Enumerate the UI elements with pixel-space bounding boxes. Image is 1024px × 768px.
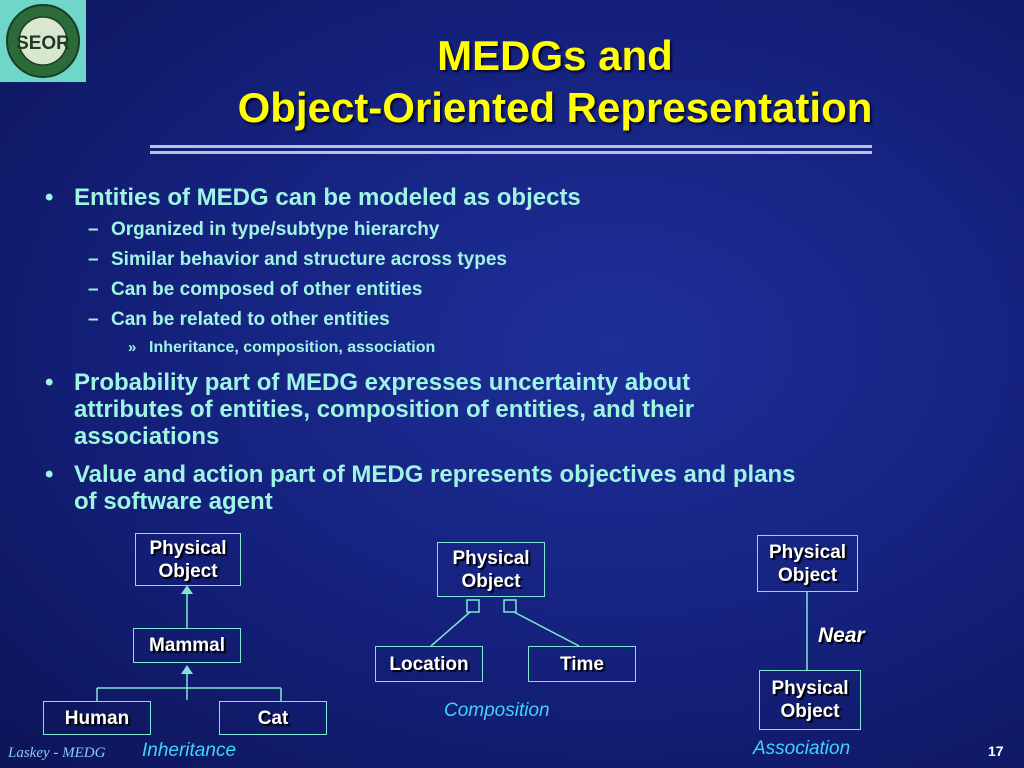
logo-text: SEOR (16, 33, 70, 54)
box-label: Physical (768, 541, 847, 563)
composition-location-box (375, 646, 483, 682)
box-label: Human (64, 707, 130, 729)
box-label: Location (389, 653, 469, 675)
box-label: Object (461, 570, 521, 592)
sub-bullet-text: Organized in type/subtype hierarchy (111, 219, 440, 240)
dash-marker: – (88, 249, 99, 270)
composition-diamond-left (467, 600, 479, 612)
box-label: Object (780, 701, 840, 722)
inheritance-physical-object-box (135, 533, 241, 586)
dash-marker: – (88, 309, 99, 330)
slide-title-line-2: Object-Oriented Representation (237, 84, 873, 131)
box-label: Physical (452, 547, 530, 569)
box-label: Object (158, 560, 218, 582)
sub-bullet-text: Can be composed of other entities (111, 279, 423, 300)
inheritance-human-box (43, 701, 151, 735)
association-physical-object-top-box (757, 535, 858, 592)
sub-sub-bullet-text: Inheritance, composition, association (149, 339, 436, 356)
slide-title-line-1: MEDGs and (437, 32, 673, 79)
sub-bullet-text: Can be related to other entities (111, 309, 390, 330)
box-label: Mammal (148, 635, 226, 656)
bullet-text-line: Probability part of MEDG expresses uncertainty about (74, 369, 691, 396)
sub-bullet-text: Similar behavior and structure across types (111, 249, 507, 270)
inheritance-arrowhead (181, 585, 193, 594)
bullet-text-line: of software agent (74, 488, 273, 515)
dash-marker: – (88, 219, 99, 240)
composition-physical-object-box (437, 542, 545, 597)
composition-link-time (514, 612, 579, 646)
inheritance-cat-box (219, 701, 327, 735)
inheritance-caption: Inheritance (142, 740, 237, 761)
bullet-marker: • (45, 461, 54, 488)
bullet-marker: • (45, 369, 54, 396)
box-label: Time (559, 653, 604, 675)
raquo-marker: » (128, 339, 137, 356)
box-label: Object (777, 564, 838, 586)
footer-author: Laskey - MEDG (8, 745, 106, 761)
bullet-text: Entities of MEDG can be modeled as objects (74, 184, 581, 211)
box-label: Physical (149, 537, 227, 559)
page-number: 17 (988, 743, 1004, 759)
box-label: Cat (257, 707, 289, 729)
association-relation-label: Near (818, 624, 865, 647)
inheritance-mammal-box (133, 628, 241, 663)
association-caption: Association (753, 738, 851, 759)
inheritance-arrowhead (181, 665, 193, 674)
bullet-text-line: attributes of entities, composition of entities, and their (74, 396, 695, 423)
composition-caption: Composition (444, 700, 550, 721)
association-physical-object-bottom-box (759, 670, 861, 730)
composition-time-box (528, 646, 636, 682)
bullet-marker: • (45, 184, 54, 211)
bullet-text-line: Value and action part of MEDG represents objectives and plans (74, 461, 796, 488)
composition-link-location (431, 612, 470, 646)
bullet-text-line: associations (74, 423, 220, 450)
composition-diamond-right (504, 600, 516, 612)
dash-marker: – (88, 279, 99, 300)
box-label: Physical (771, 678, 849, 699)
